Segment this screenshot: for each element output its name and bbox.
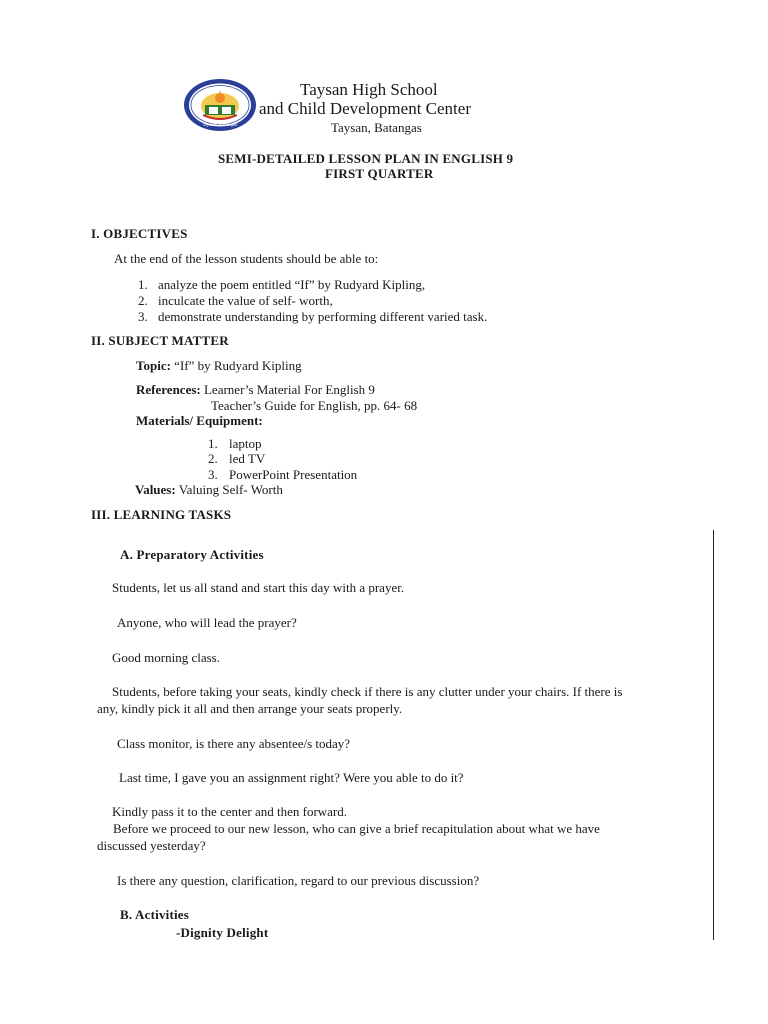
topic-line (136, 358, 302, 374)
material-item: led TV (229, 451, 266, 466)
activity-name: -Dignity Delight (176, 925, 269, 940)
teacher-line: Is there any question, clarification, regard to our previous discussion? (117, 873, 480, 888)
values-line (135, 482, 283, 498)
section-b-heading: B. Activities (120, 907, 190, 922)
objective-item-num: 1. (138, 277, 148, 292)
objective-item-num: 2. (138, 293, 148, 308)
column-divider (713, 530, 714, 940)
objective-item-num: 3. (138, 309, 148, 324)
teacher-line: Students, let us all stand and start this day with a prayer. (112, 580, 405, 595)
teacher-line: Last time, I gave you an assignment right? Were you able to do it? (119, 770, 464, 785)
teacher-line: Good morning class. (112, 650, 220, 665)
teacher-line: Students, before taking your seats, kindly check if there is any clutter under your chairs. If there is (112, 684, 623, 699)
objective-item: inculcate the value of self- worth, (158, 293, 333, 308)
materials-label: Materials/ Equipment: (136, 413, 263, 428)
section-a-heading: A. Preparatory Activities (120, 547, 264, 562)
teacher-line: Kindly pass it to the center and then forward. (112, 804, 348, 819)
school-name-line2: and Child Development Center (259, 99, 471, 118)
teacher-line: Anyone, who will lead the prayer? (117, 615, 297, 630)
material-item: PowerPoint Presentation (229, 467, 358, 482)
reference-item: Teacher’s Guide for English, pp. 64- 68 (211, 398, 418, 413)
values-label: Values: (135, 482, 176, 497)
learning-tasks-heading: III. LEARNING TASKS (91, 507, 232, 522)
teacher-line: Before we proceed to our new lesson, who can give a brief recapitulation about what we have (113, 821, 600, 836)
topic-value: “If” by Rudyard Kipling (174, 358, 302, 373)
lesson-plan-title: SEMI-DETAILED LESSON PLAN IN ENGLISH 9 (218, 151, 514, 166)
material-item-num: 2. (208, 451, 218, 466)
lesson-plan-quarter: FIRST QUARTER (325, 166, 434, 181)
references-label: References: (136, 382, 201, 397)
reference-item: Learner’s Material For English 9 (203, 382, 375, 397)
subject-matter-heading: II. SUBJECT MATTER (91, 333, 229, 348)
teacher-line: any, kindly pick it all and then arrange your seats properly. (97, 701, 403, 716)
teacher-line: Class monitor, is there any absentee/s today? (117, 736, 351, 751)
material-item: laptop (229, 436, 262, 451)
material-item-num: 1. (208, 436, 218, 451)
teacher-line: discussed yesterday? (97, 838, 206, 853)
school-name-line1: Taysan High School (300, 80, 438, 99)
school-location: Taysan, Batangas (331, 120, 422, 135)
objectives-heading: I. OBJECTIVES (91, 226, 188, 241)
objectives-intro: At the end of the lesson students should be able to: (114, 251, 379, 266)
references-line (136, 382, 375, 398)
material-item-num: 3. (208, 467, 218, 482)
topic-label: Topic: (136, 358, 171, 373)
objective-item: demonstrate understanding by performing different varied task. (158, 309, 488, 324)
values-value: Valuing Self- Worth (178, 482, 283, 497)
objective-item: analyze the poem entitled “If” by Rudyard Kipling, (158, 277, 426, 292)
school-logo (183, 78, 257, 132)
svg-text:Taysan, Batangas: Taysan, Batangas (202, 122, 238, 127)
